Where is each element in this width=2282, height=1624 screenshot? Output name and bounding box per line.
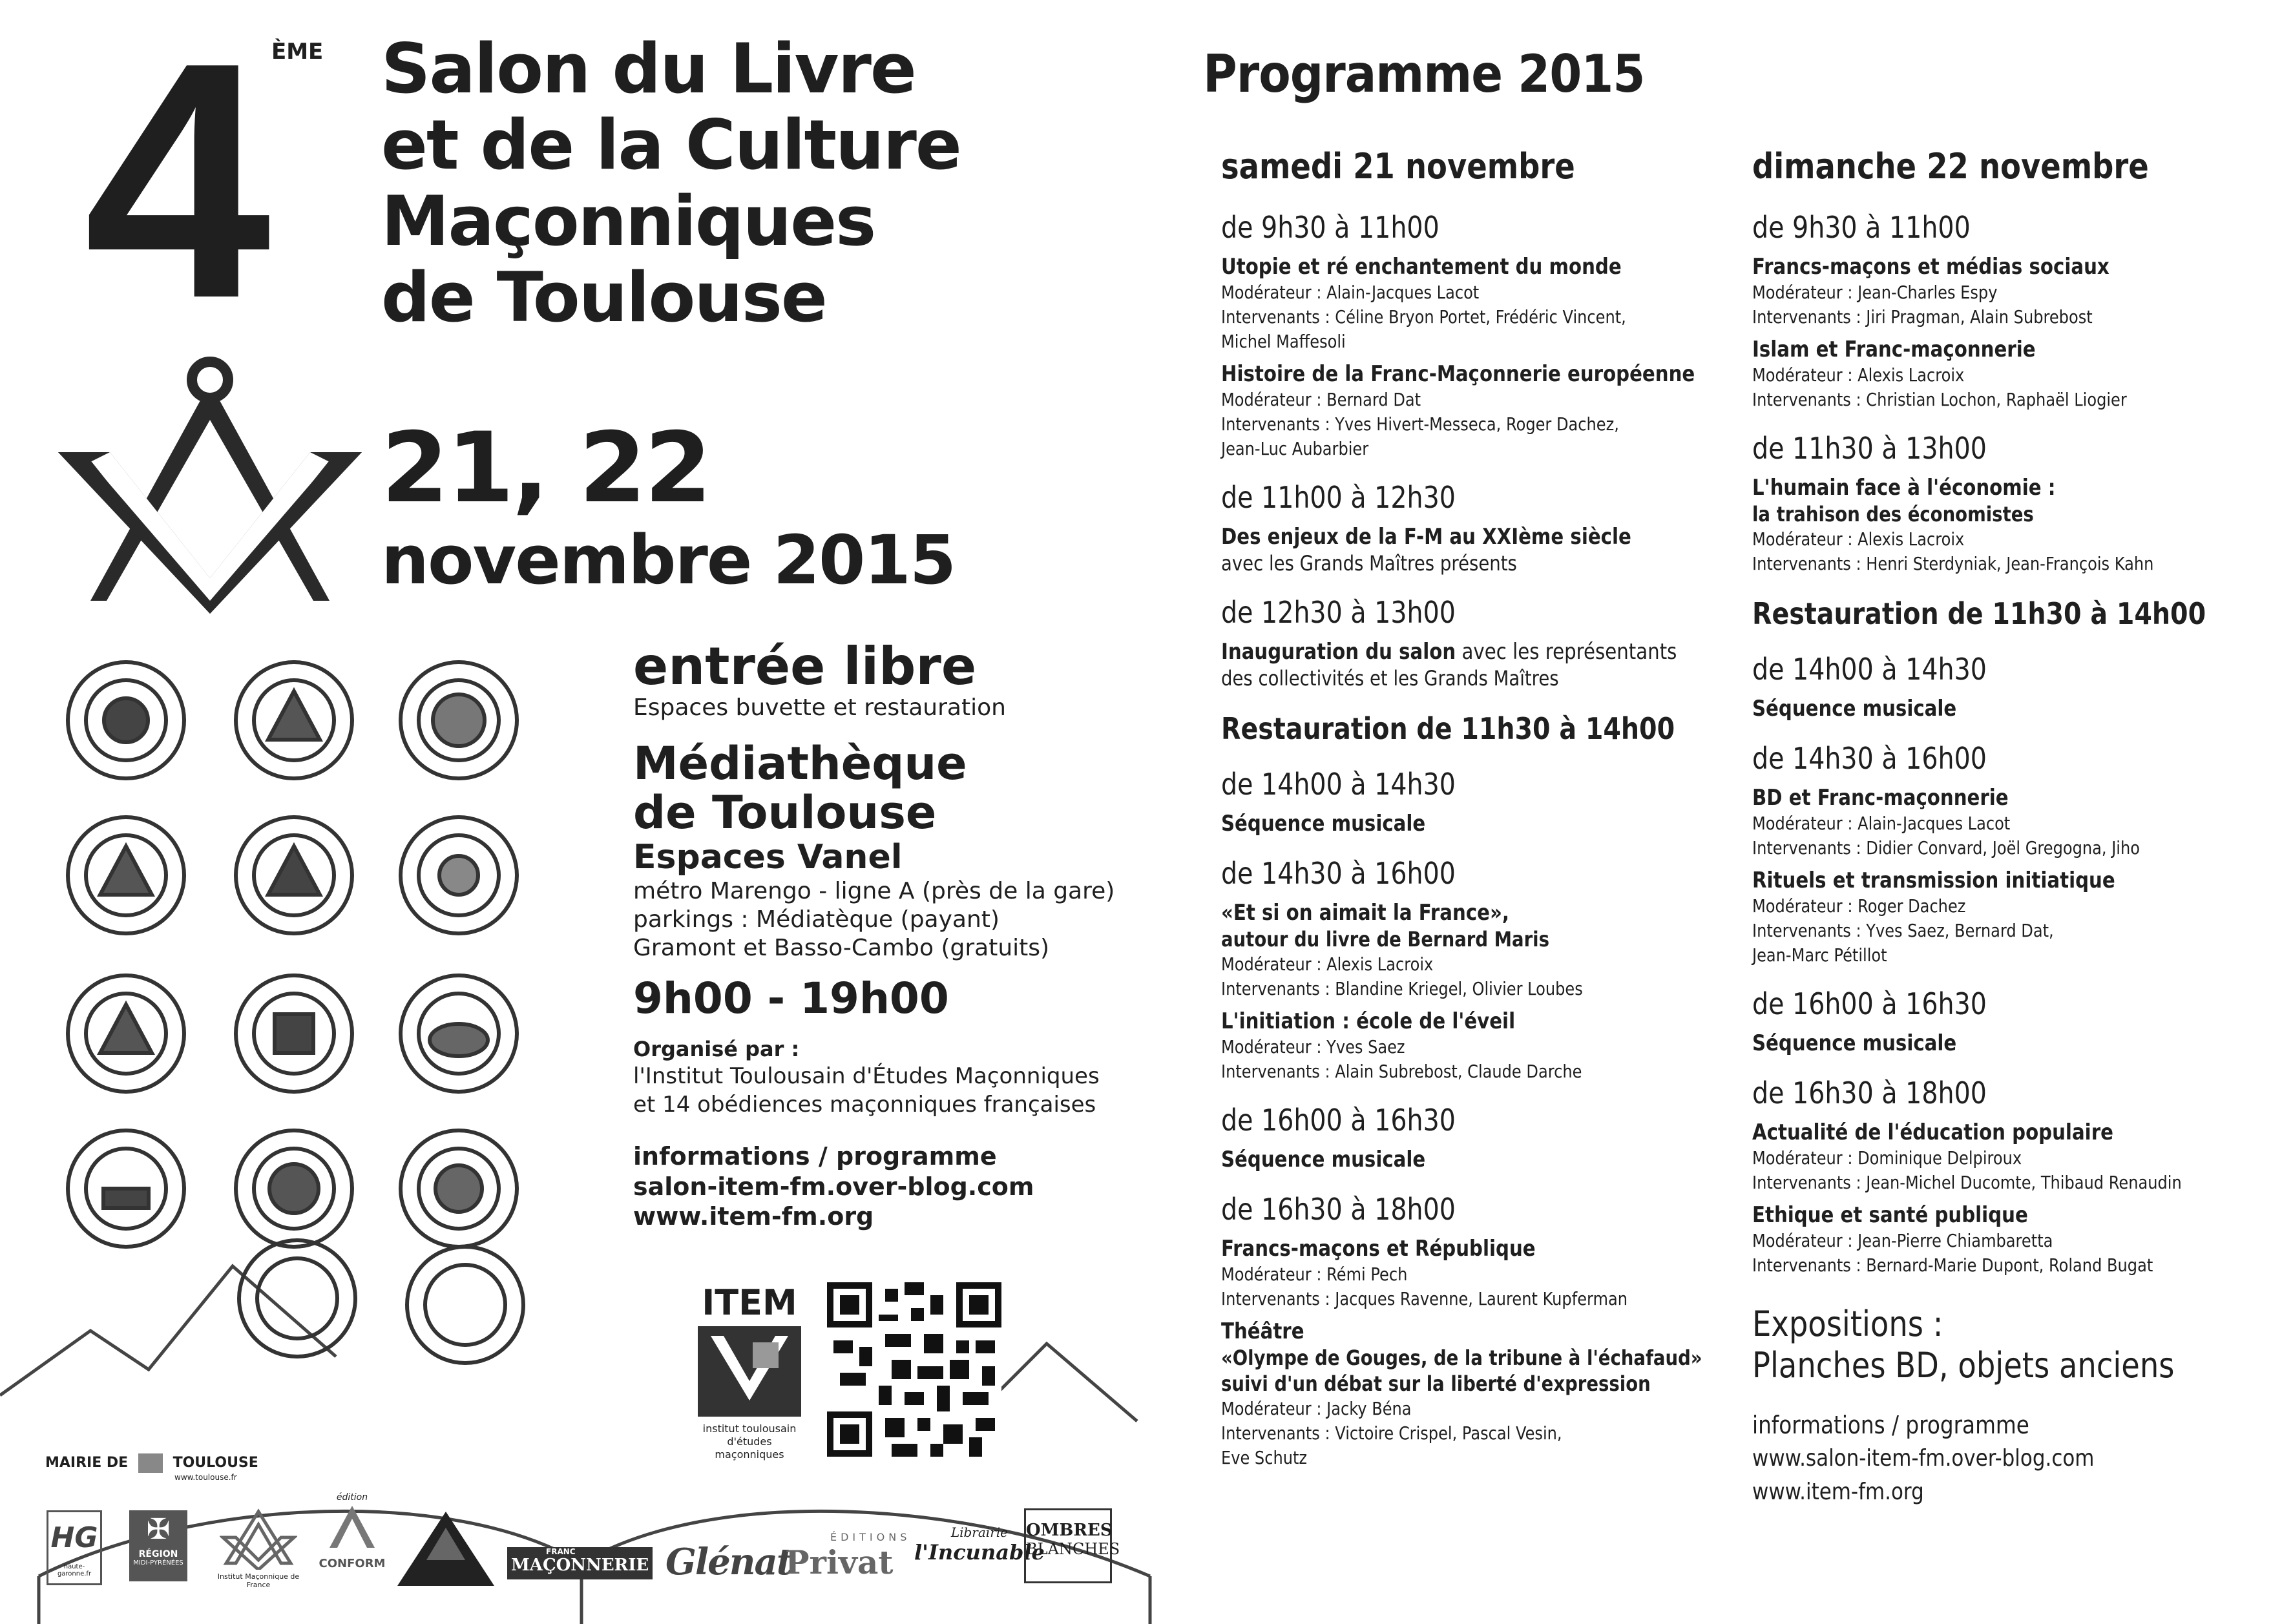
venue-line-2: de Toulouse	[633, 786, 937, 839]
maconnerie-text: MAÇONNERIE	[511, 1556, 649, 1575]
dates-days: 21, 22	[381, 412, 710, 525]
hg-url: haute-garonne.fr	[57, 1563, 92, 1577]
seal-grande-loge-mixte-universelle-icon	[401, 975, 517, 1092]
event-title-rest: avec les représentants	[1456, 639, 1677, 665]
hg-text: HG	[50, 1521, 98, 1554]
moderator: Modérateur : Alexis Lacroix	[1752, 528, 1965, 550]
time-slot: de 14h00 à 14h30	[1221, 767, 1456, 802]
seal-grande-loge-feminine-icon	[236, 817, 352, 933]
item-logo-text: ITEM	[702, 1282, 797, 1323]
event-title: Histoire de la Franc-Maçonnerie européenne	[1221, 361, 1695, 387]
organiser-heading: Organisé par :	[633, 1037, 800, 1061]
item-logo	[691, 1282, 808, 1461]
moderator: Modérateur : Dominique Delpiroux	[1752, 1147, 2022, 1169]
organiser-1: l'Institut Toulousain d'Études Maçonniques	[633, 1063, 1100, 1089]
privat-text: Privat	[785, 1543, 894, 1581]
toulouse-text: TOULOUSE	[173, 1455, 258, 1471]
event-subtitle: des collectivités et les Grands Maîtres	[1221, 666, 1559, 691]
event-title: BD et Franc-maçonnerie	[1752, 785, 2009, 811]
franc-maconnerie-magazine-logo	[507, 1547, 653, 1579]
event-title: Islam et Franc-maçonnerie	[1752, 337, 2036, 362]
speakers-cont: Eve Schutz	[1221, 1447, 1308, 1468]
venue-room: Espaces Vanel	[633, 838, 903, 877]
region-text-2: MIDI-PYRÉNÉES	[133, 1559, 183, 1567]
time-slot: de 12h30 à 13h00	[1221, 595, 1456, 630]
moderator: Modérateur : Alexis Lacroix	[1221, 953, 1434, 975]
ordinal-suffix: ÈME	[271, 39, 324, 65]
opening-hours: 9h00 - 19h00	[633, 973, 949, 1023]
info-heading: informations / programme	[1752, 1411, 2029, 1439]
time-slot: de 14h30 à 16h00	[1752, 741, 1987, 776]
big-number-four: 4	[84, 0, 265, 368]
organiser-2: et 14 obédiences maçonniques françaises	[633, 1092, 1096, 1118]
event-title: Utopie et ré enchantement du monde	[1221, 254, 1622, 280]
event-title: L'initiation : école de l'éveil	[1221, 1008, 1516, 1034]
exhibitions-heading: Expositions :	[1752, 1304, 1943, 1344]
ombres-blanches-logo	[1024, 1508, 1120, 1583]
title-line-2: et de la Culture	[381, 105, 961, 185]
day-heading: samedi 21 novembre	[1221, 146, 1575, 187]
event-title: Séquence musicale	[1752, 1030, 1957, 1056]
event-title: Actualité de l'éducation populaire	[1752, 1119, 2113, 1145]
pyramid-logo-icon	[394, 1508, 497, 1589]
mairie-logo	[45, 1453, 258, 1482]
event-title: Francs-maçons et médias sociaux	[1752, 254, 2109, 280]
event-subtitle: autour du livre de Bernard Maris	[1221, 927, 1549, 952]
time-slot: de 9h30 à 11h00	[1221, 210, 1439, 245]
conform-compass-icon	[323, 1503, 381, 1554]
privat-logo	[785, 1531, 910, 1581]
info-heading: informations / programme	[633, 1142, 997, 1171]
speakers: Intervenants : Christian Lochon, Raphaël Liogier	[1752, 389, 2127, 410]
event-subtitle: la trahison des économistes	[1752, 502, 2034, 526]
seal-droit-humain-icon	[236, 662, 352, 778]
moderator: Modérateur : Alain-Jacques Lacot	[1752, 813, 2011, 834]
event-title: Séquence musicale	[1221, 1147, 1426, 1172]
parking-info-2: Gramont et Basso-Cambo (gratuits)	[633, 935, 1050, 961]
region-logo	[129, 1510, 187, 1581]
event-title: Séquence musicale	[1221, 811, 1426, 837]
event-title: Rituels et transmission initiatique	[1752, 868, 2115, 893]
moderator: Modérateur : Rémi Pech	[1221, 1264, 1408, 1285]
event-title: «Et si on aimait la France»,	[1221, 900, 1510, 926]
title-line-1: Salon du Livre	[381, 29, 916, 109]
item-emblem-icon	[691, 1323, 808, 1420]
time-slot: de 16h30 à 18h00	[1752, 1076, 1987, 1110]
metro-info: métro Marengo - ligne A (près de la gare)	[633, 878, 1115, 904]
event-subtitle: avec les Grands Maîtres présents	[1221, 551, 1517, 576]
event-title: Séquence musicale	[1752, 696, 1957, 722]
event-subtitle: suivi d'un débat sur la liberté d'expression	[1221, 1371, 1651, 1396]
time-slot: de 14h00 à 14h30	[1752, 652, 1987, 687]
speakers: Intervenants : Jacques Ravenne, Laurent Kupferman	[1221, 1288, 1628, 1309]
event-title: Théâtre	[1221, 1318, 1304, 1344]
institut-logo	[210, 1508, 307, 1589]
speakers-cont: Jean-Marc Pétillot	[1752, 944, 1887, 966]
time-slot: de 16h00 à 16h30	[1221, 1103, 1456, 1138]
lunch-break: Restauration de 11h30 à 14h00	[1221, 711, 1675, 746]
time-slot: de 16h30 à 18h00	[1221, 1192, 1456, 1227]
moderator: Modérateur : Jean-Charles Espy	[1752, 282, 1998, 303]
programme-title: Programme 2015	[1203, 44, 1645, 104]
sunday-column	[1752, 142, 2243, 1509]
info-url-2[interactable]: www.item-fm.org	[1752, 1479, 1924, 1505]
ombres-text: OMBRES	[1026, 1521, 1113, 1540]
title-line-3: Maçonniques	[381, 182, 875, 261]
incunable-text: l'Incunable	[914, 1540, 1045, 1565]
toulouse-cross-icon	[138, 1453, 163, 1473]
moderator: Modérateur : Jean-Pierre Chiambaretta	[1752, 1230, 2053, 1251]
moderator: Modérateur : Jacky Béna	[1221, 1398, 1412, 1419]
buvette-text: Espaces buvette et restauration	[633, 694, 1006, 721]
moderator: Modérateur : Alexis Lacroix	[1752, 364, 1965, 386]
seal-grande-loge-france-icon	[401, 662, 517, 778]
square-and-compass-icon	[58, 355, 362, 614]
moderator: Modérateur : Bernard Dat	[1221, 389, 1421, 410]
title-line-4: de Toulouse	[381, 258, 826, 337]
moderator: Modérateur : Roger Dachez	[1752, 895, 1966, 917]
franc-text: FRANC	[546, 1547, 576, 1556]
speakers: Intervenants : Yves Saez, Bernard Dat,	[1752, 920, 2054, 941]
seal-loge-nationale-francaise-icon	[236, 975, 352, 1092]
speakers: Intervenants : Jean-Michel Ducomte, Thibaud Renaudin	[1752, 1172, 2182, 1193]
event-title: Ethique et santé publique	[1752, 1202, 2028, 1228]
conseil-general-logo	[47, 1510, 102, 1585]
mairie-text: MAIRIE DE	[45, 1455, 129, 1471]
librairie-text: Librairie	[950, 1525, 1008, 1540]
time-slot: de 9h30 à 11h00	[1752, 210, 1971, 245]
time-slot: de 14h30 à 16h00	[1221, 856, 1456, 891]
venue-line-1: Médiathèque	[633, 737, 967, 790]
saturday-column	[1221, 142, 1712, 1470]
speakers-cont: Michel Maffesoli	[1221, 331, 1346, 352]
speakers: Intervenants : Henri Sterdyniak, Jean-François Kahn	[1752, 553, 2154, 574]
conform-logo	[317, 1492, 388, 1570]
event-title: Des enjeux de la F-M au XXIème siècle	[1221, 524, 1631, 550]
speakers: Intervenants : Céline Bryon Portet, Frédéric Vincent,	[1221, 306, 1626, 328]
time-slot: de 16h00 à 16h30	[1752, 986, 1987, 1021]
seal-grande-loge-nationale-icon	[68, 817, 184, 933]
info-url-1[interactable]: www.salon-item-fm.over-blog.com	[1752, 1445, 2095, 1472]
event-title-bold: Inauguration du salon	[1221, 639, 1456, 665]
moderator: Modérateur : Alain-Jacques Lacot	[1221, 282, 1480, 303]
institut-text: Institut Maçonnique de France	[217, 1572, 300, 1589]
item-sub-1: institut toulousain	[702, 1422, 797, 1435]
speakers: Intervenants : Alain Subrebost, Claude Darche	[1221, 1061, 1582, 1082]
time-slot: de 11h30 à 13h00	[1752, 431, 1987, 466]
info-url-2[interactable]: www.item-fm.org	[633, 1202, 874, 1231]
edition-text: édition	[336, 1492, 368, 1503]
glenat-logo: Glénat	[665, 1541, 792, 1583]
item-sub-2: d'études maçonniques	[715, 1435, 784, 1461]
event-title: L'humain face à l'économie :	[1752, 475, 2056, 501]
event-info	[633, 636, 1150, 1231]
speakers: Intervenants : Didier Convard, Joël Gregogna, Jiho	[1752, 837, 2140, 859]
conform-text: CONFORM	[319, 1557, 386, 1570]
seal-memphis-misraim-icon	[68, 975, 184, 1092]
blanches-text: BLANCHES	[1026, 1540, 1120, 1558]
lunch-break: Restauration de 11h30 à 14h00	[1752, 596, 2206, 631]
speakers: Intervenants : Jiri Pragman, Alain Subrebost	[1752, 306, 2093, 328]
time-slot: de 11h00 à 12h30	[1221, 480, 1456, 515]
seal-grande-loge-traditionnelle-icon	[401, 817, 517, 933]
dates-month-year: novembre 2015	[381, 521, 956, 599]
event-title	[1221, 638, 1677, 665]
event-title	[381, 31, 961, 336]
seal-grand-orient-icon	[68, 662, 184, 778]
event-subtitle: «Olympe de Gouges, de la tribune à l'échafaud»	[1221, 1346, 1702, 1370]
qr-code-icon[interactable]	[827, 1282, 1001, 1457]
moderator: Modérateur : Yves Saez	[1221, 1036, 1405, 1057]
speakers-cont: Jean-Luc Aubarbier	[1221, 438, 1369, 459]
day-heading: dimanche 22 novembre	[1752, 146, 2149, 187]
speakers: Intervenants : Bernard-Marie Dupont, Roland Bugat	[1752, 1254, 2153, 1276]
editions-text: ÉDITIONS	[830, 1531, 911, 1543]
exhibitions-text: Planches BD, objets anciens	[1752, 1345, 2175, 1386]
speakers: Intervenants : Blandine Kriegel, Olivier Loubes	[1221, 978, 1583, 999]
info-url-1[interactable]: salon-item-fm.over-blog.com	[633, 1172, 1034, 1201]
occitan-cross-icon: ✠	[146, 1513, 171, 1546]
speakers: Intervenants : Yves Hivert-Messeca, Roger Dachez,	[1221, 413, 1619, 435]
event-title: Francs-maçons et République	[1221, 1236, 1536, 1262]
free-entry: entrée libre	[633, 636, 977, 696]
speakers: Intervenants : Victoire Crispel, Pascal Vesin,	[1221, 1422, 1562, 1444]
toulouse-url: www.toulouse.fr	[174, 1473, 237, 1482]
parking-info: parkings : Médiatèque (payant)	[633, 906, 1000, 933]
region-text: RÉGION	[138, 1549, 178, 1559]
institut-compass-icon	[220, 1508, 297, 1570]
